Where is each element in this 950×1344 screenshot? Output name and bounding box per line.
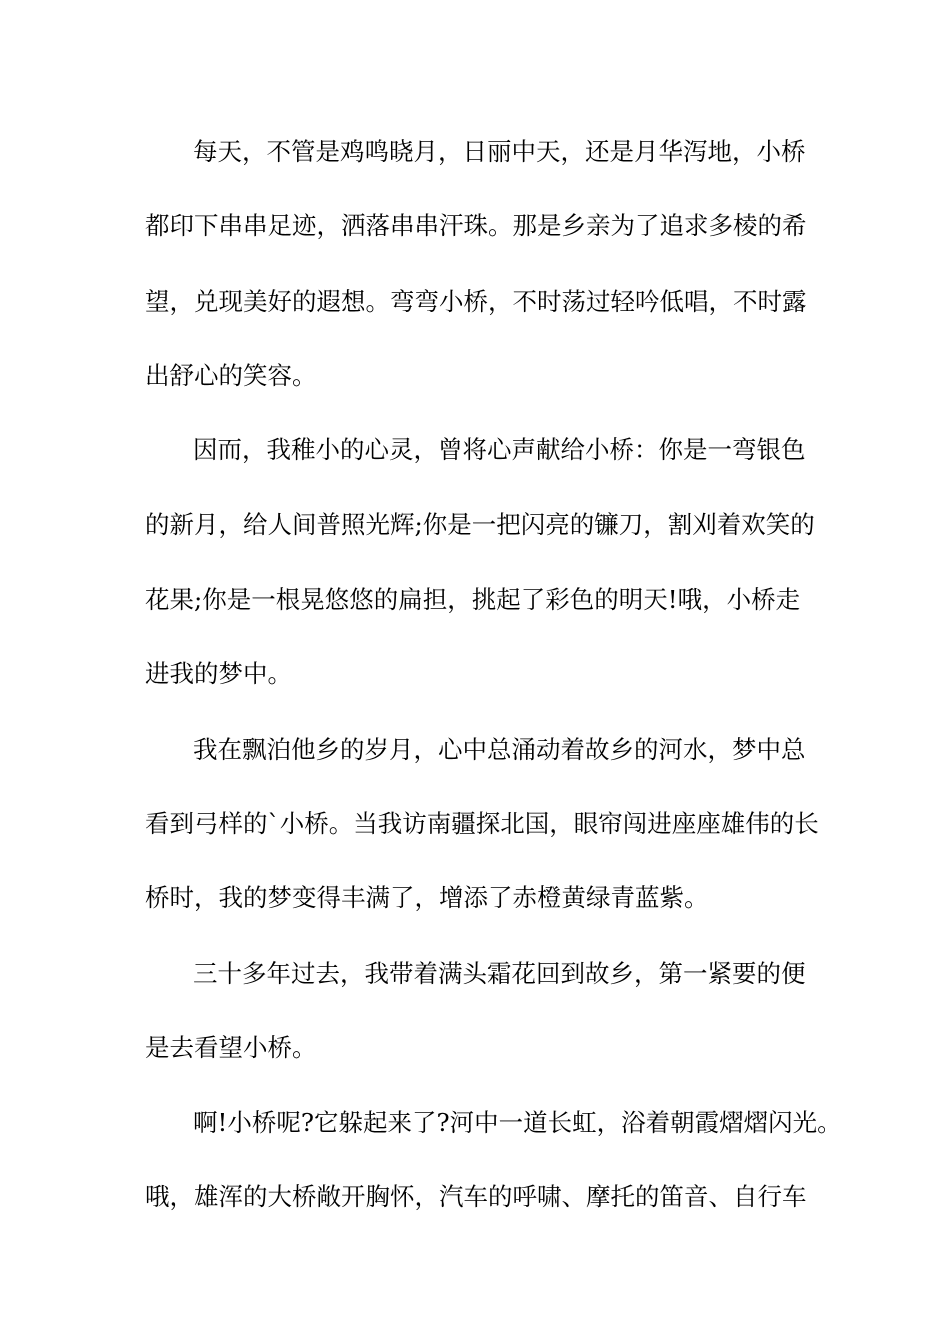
paragraph-2-line-3: 花果;你是一根晃悠悠的扁担，挑起了彩色的明天!哦，小桥走 [145,585,801,614]
paragraph-5-line-2: 哦，雄浑的大桥敞开胸怀，汽车的呼啸、摩托的笛音、自行车 [145,1182,807,1211]
paragraph-2-line-2: 的新月，给人间普照光辉;你是一把闪亮的镰刀，割刈着欢笑的 [145,510,815,539]
paragraph-3-line-1: 我在飘泊他乡的岁月，心中总涌动着故乡的河水，梦中总 [193,735,806,764]
paragraph-1-line-3: 望，兑现美好的遐想。弯弯小桥，不时荡过轻吟低唱，不时露 [145,287,807,316]
paragraph-4-line-2: 是去看望小桥。 [145,1033,317,1062]
paragraph-3-line-3: 桥时，我的梦变得丰满了，增添了赤橙黄绿青蓝紫。 [145,883,709,912]
paragraph-1-line-4: 出舒心的笑容。 [145,361,317,390]
paragraph-5-line-1: 啊!小桥呢?它躲起来了?河中一道长虹，浴着朝霞熠熠闪光。 [193,1108,842,1137]
paragraph-4-line-1: 三十多年过去，我带着满头霜花回到故乡，第一紧要的便 [193,959,806,988]
paragraph-3-line-2: 看到弓样的`小桥。当我访南疆探北国，眼帘闯进座座雄伟的长 [145,809,819,838]
paragraph-2-line-1: 因而，我稚小的心灵，曾将心声献给小桥：你是一弯银色 [193,435,806,464]
paragraph-1-line-1: 每天，不管是鸡鸣晓月，日丽中天，还是月华泻地，小桥 [193,137,806,166]
paragraph-1-line-2: 都印下串串足迹，洒落串串汗珠。那是乡亲为了追求多棱的希 [145,211,807,240]
paragraph-2-line-4: 进我的梦中。 [145,659,292,688]
